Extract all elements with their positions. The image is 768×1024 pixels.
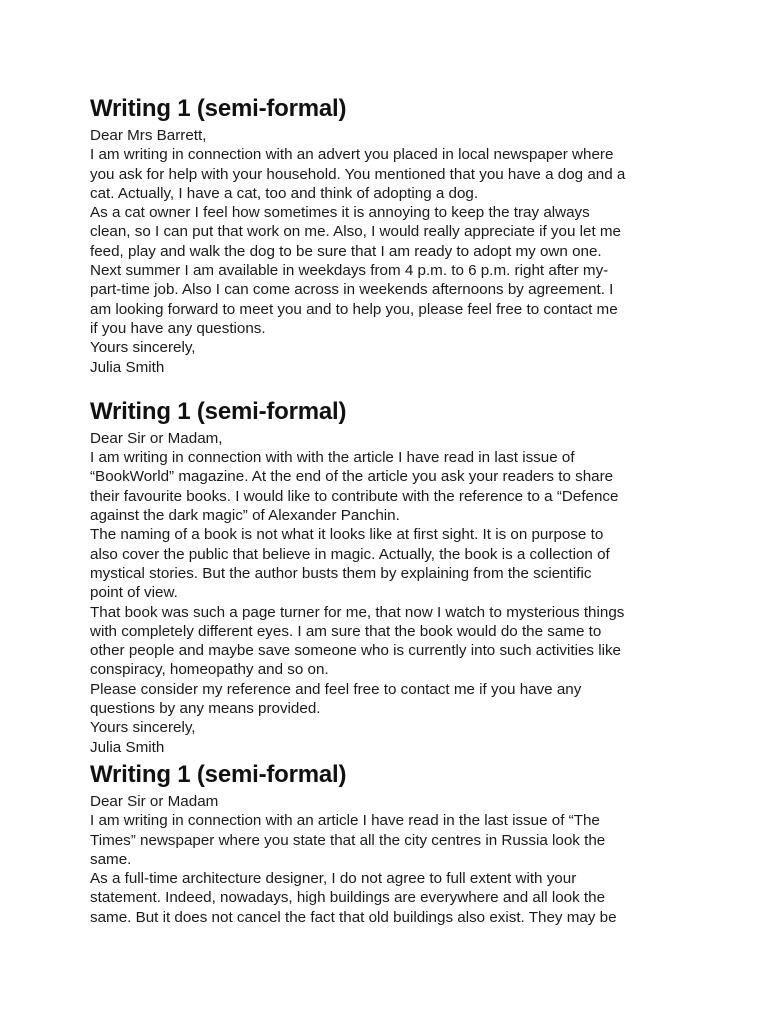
letter-section xyxy=(90,94,690,377)
text-line: part-time job. Also I can come across in weekends afternoons by agreement. I xyxy=(90,281,614,299)
text-line: am looking forward to meet you and to help you, please feel free to contact me xyxy=(90,300,618,318)
text-line: As a cat owner I feel how sometimes it is annoying to keep the tray always xyxy=(90,204,590,222)
letter-body xyxy=(90,126,690,377)
text-line: other people and maybe save someone who is currently into such activities like xyxy=(90,642,621,660)
text-line: As a full-time architecture designer, I do not agree to full extent with your xyxy=(90,870,577,888)
text-line: Yours sincerely, xyxy=(90,339,196,357)
letter-body xyxy=(90,429,690,757)
text-line: feed, play and walk the dog to be sure that I am ready to adopt my own one. xyxy=(90,242,602,260)
text-line: against the dark magic” of Alexander Panchin. xyxy=(90,507,400,525)
text-line: I am writing in connection with an advert you placed in local newspaper where xyxy=(90,146,614,164)
text-line: Dear Mrs Barrett, xyxy=(90,127,207,144)
section-heading: Writing 1 (semi-formal) xyxy=(90,397,347,425)
letter-section xyxy=(90,760,690,927)
text-line: Next summer I am available in weekdays from 4 p.m. to 6 p.m. right after my- xyxy=(90,262,609,280)
text-line: if you have any questions. xyxy=(90,319,266,337)
text-line: mystical stories. But the author busts them by explaining from the scientific xyxy=(90,564,592,582)
text-line: Julia Smith xyxy=(90,738,165,756)
section-heading: Writing 1 (semi-formal) xyxy=(90,760,347,788)
text-line: Please consider my reference and feel free to contact me if you have any xyxy=(90,680,582,698)
text-line: also cover the public that believe in magic. Actually, the book is a collection of xyxy=(90,545,610,563)
text-line: their favourite books. I would like to contribute with the reference to a “Defence xyxy=(90,487,619,505)
letter-body xyxy=(90,792,690,927)
text-line: Julia Smith xyxy=(90,358,165,376)
text-line: statement. Indeed, nowadays, high buildings are everywhere and all look the xyxy=(90,889,606,907)
text-line: clean, so I can put that work on me. Also, I would really appreciate if you let me xyxy=(90,223,621,241)
text-line: That book was such a page turner for me, that now I watch to mysterious things xyxy=(90,603,625,621)
text-line: Yours sincerely, xyxy=(90,719,196,737)
text-line: questions by any means provided. xyxy=(90,700,321,718)
text-line: The naming of a book is not what it looks like at first sight. It is on purpose to xyxy=(90,526,604,544)
text-line: point of view. xyxy=(90,584,178,602)
text-line: you ask for help with your household. You mentioned that you have a dog and a xyxy=(90,165,626,183)
text-line: I am writing in connection with with the article I have read in last issue of xyxy=(90,449,575,467)
text-line: conspiracy, homeopathy and so on. xyxy=(90,661,329,679)
text-line: Dear Sir or Madam xyxy=(90,792,219,810)
text-line: same. xyxy=(90,850,132,868)
text-line: I am writing in connection with an article I have read in the last issue of “The xyxy=(90,812,600,830)
text-line: same. But it does not cancel the fact that old buildings also exist. They may be xyxy=(90,908,617,926)
text-line: with completely different eyes. I am sure that the book would do the same to xyxy=(90,622,602,640)
letter-section xyxy=(90,397,690,757)
section-heading: Writing 1 (semi-formal) xyxy=(90,95,347,122)
text-line: “BookWorld” magazine. At the end of the article you ask your readers to share xyxy=(90,468,614,486)
text-line: cat. Actually, I have a cat, too and think of adopting a dog. xyxy=(90,184,479,202)
text-line: Dear Sir or Madam, xyxy=(90,429,223,447)
document-page xyxy=(90,94,690,927)
text-line: Times” newspaper where you state that all the city centres in Russia look the xyxy=(90,831,606,849)
